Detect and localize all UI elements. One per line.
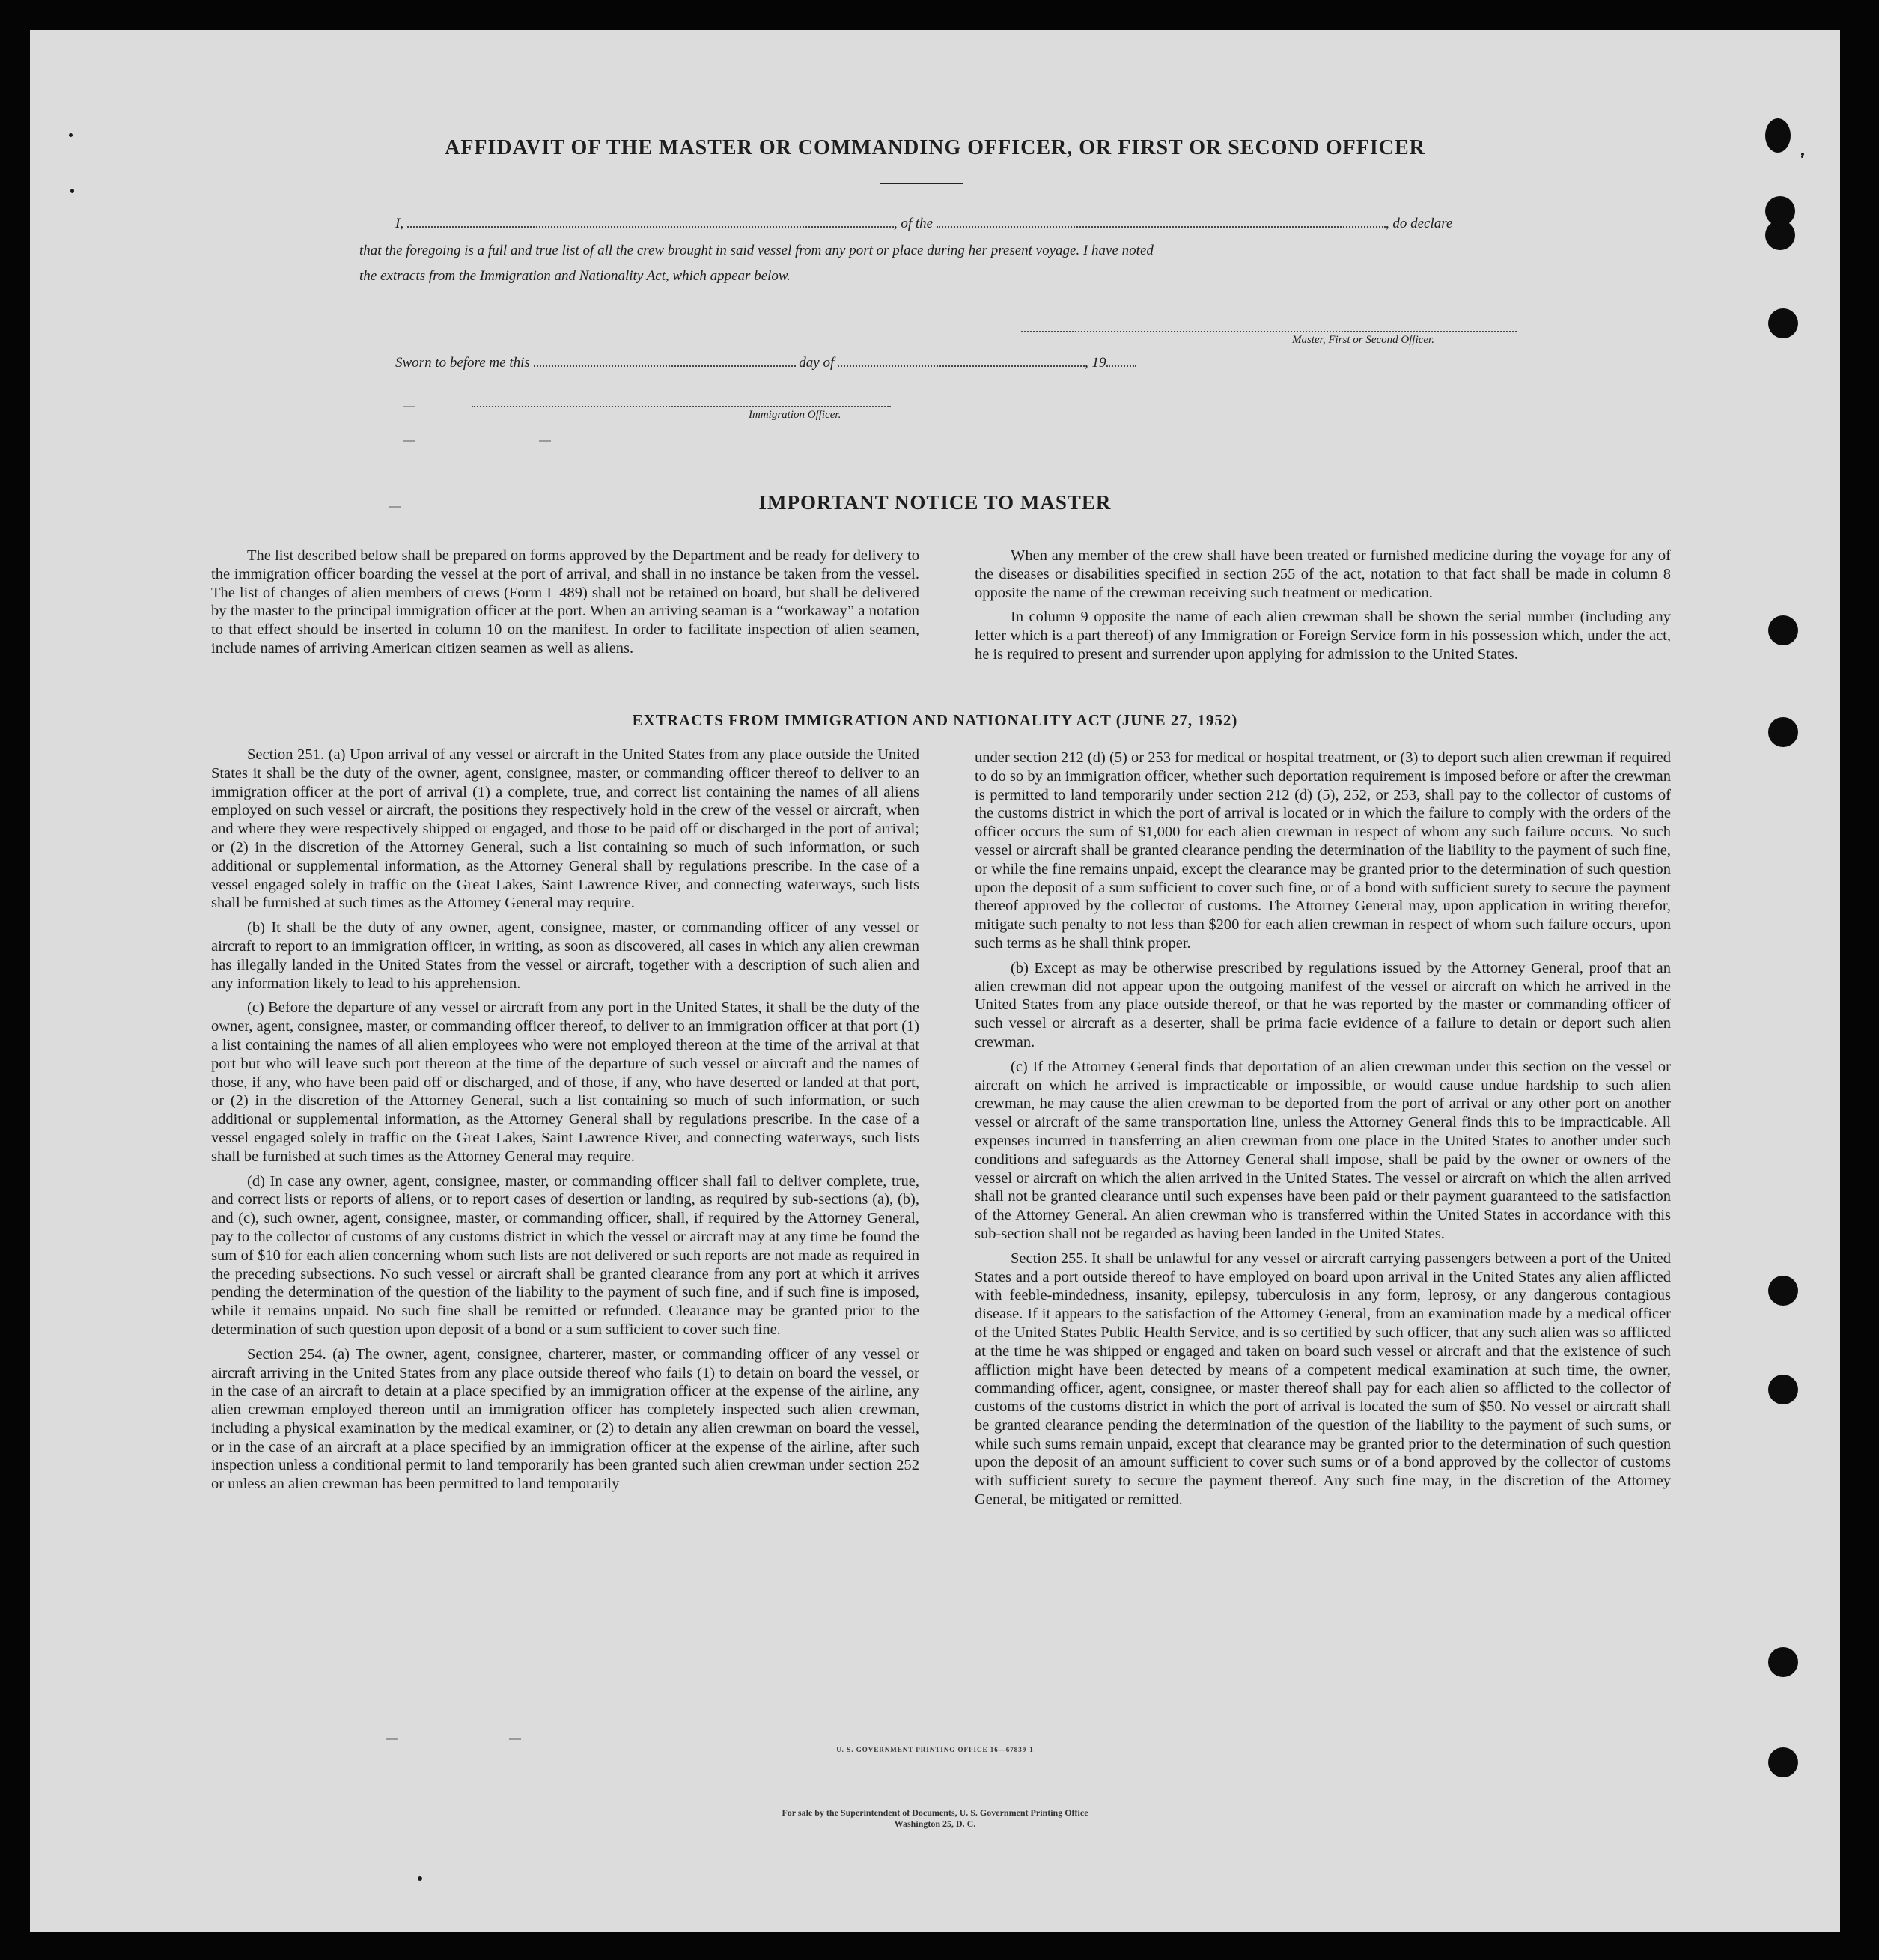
notice-left-column bbox=[211, 547, 919, 664]
title-rule bbox=[880, 183, 963, 184]
affidavit-title: AFFIDAVIT OF THE MASTER OR COMMANDING OFFICER, OR FIRST OR SECOND OFFICER bbox=[445, 136, 1425, 159]
day-of-label: day of bbox=[799, 355, 835, 371]
scan-speck bbox=[418, 1876, 422, 1881]
declarant-name-field[interactable] bbox=[407, 216, 894, 228]
immigration-officer-caption: Immigration Officer. bbox=[749, 409, 841, 421]
notice-paragraph: In column 9 opposite the name of each alien crewman shall be shown the serial number (including any letter which is a part thereof) of any Immigration or Foreign Service form in his possession which, under the act, he is required to present and surrender upon applying for admission to the United States. bbox=[975, 609, 1671, 663]
sworn-month-field[interactable] bbox=[838, 355, 1085, 367]
scan-mark bbox=[403, 440, 415, 442]
sale-notice bbox=[30, 1807, 1840, 1830]
scan-speck bbox=[70, 189, 74, 193]
sworn-day-field[interactable] bbox=[534, 355, 796, 367]
sale-notice-line-2: Washington 25, D. C. bbox=[894, 1819, 976, 1829]
notice-title: IMPORTANT NOTICE TO MASTER bbox=[758, 491, 1112, 514]
scan-mark bbox=[509, 1738, 521, 1740]
declaration-text-1: that the foregoing is a full and true list of all the crew brought in said vessel from any port or place during her present voyage. I have noted bbox=[359, 243, 1154, 258]
punch-hole bbox=[1768, 1647, 1798, 1677]
extract-paragraph: Section 255. It shall be unlawful for any vessel or aircraft carrying passengers between a port of the United States and a port outside thereof to have employed on board upon arrival in the United States any alien afflicted with feeble-mindedness, insanity, epilepsy, tuberculosis in any form, leprosy, or any dangerous contagious disease. If it appears to the satisfaction of the Attorney General, from an examination made by a medical officer of the United States Public Health Service, and is so certified by such officer, that any such alien was so afflicted at the time he was shipped or engaged and taken on board such vessel or aircraft and that the existence of such affliction might have been detected by means of a competent medical examination at such time, the owner, commanding officer, agent, consignee, or master thereof shall pay for each alien so afflicted to the collector of customs of the customs district in which the port of arrival is located the sum of $50. No vessel or aircraft shall be granted clearance pending the determination of the question of the liability to the payment of such sums, or while such sums remain unpaid, except that clearance may be granted prior to the determination of such question upon the deposit of an amount sufficient to cover such sums or of a bond approved by the collector of customs with sufficient surety to secure the payment thereof. Any such fine may, in the discretion of the Attorney General, be mitigated or remitted. bbox=[975, 1250, 1671, 1509]
printing-office-code: U. S. GOVERNMENT PRINTING OFFICE 16—67839-1 bbox=[836, 1746, 1034, 1753]
extract-paragraph: (d) In case any owner, agent, consignee, master, or commanding officer shall fail to deliver complete, true, and correct lists or reports of aliens, or to report cases of desertion or landing, as required by sub-sections (a), (b), and (c), such owner, agent, consignee, master, or commanding officer, shall, if required by the Attorney General, pay to the collector of customs of any customs district in which the vessel or aircraft may at any time be found the sum of $10 for each alien concerning whom such lists are not delivered or such reports are not made as required in the preceding subsections. No such vessel or aircraft shall be granted clearance from any port at which it arrives pending the determination of the question of the liability to the payment of such fine, and if such fine is imposed, while it remains unpaid. No such fine shall be remitted or refunded. Clearance may be granted prior to the determination of such question upon deposit of a bond or a sum sufficient to cover such fine. bbox=[211, 1172, 919, 1338]
extracts-right-column bbox=[975, 749, 1671, 1515]
extract-paragraph: (c) If the Attorney General finds that deportation of an alien crewman under this section on the vessel or aircraft on which he arrived is impracticable or impossible, or would cause undue hardship to such alien crewman, he may cause the alien crewman to be deported from the port of arrival or any other port on another vessel or aircraft of the same transportation line, unless the Attorney General finds this to be impracticable. All expenses incurred in transferring an alien crewman from one place in the United States to another under such conditions and safeguards as the Attorney General shall impose, shall be paid by the owner or owners of the vessel or aircraft on which the alien arrived in the United States. The vessel or aircraft on which the alien arrived shall not be granted clearance until such expenses have been paid or their payment guaranteed to the satisfaction of the Attorney General. An alien crewman who is transferred within the United States in accordance with this sub-section shall not be regarded as having been landed in the United States. bbox=[975, 1058, 1671, 1242]
document-page bbox=[30, 30, 1840, 1932]
scan-mark bbox=[386, 1738, 398, 1740]
declarant-line bbox=[395, 216, 1452, 232]
extracts-left-column bbox=[211, 746, 919, 1500]
punch-hole bbox=[1768, 1375, 1798, 1404]
master-signature-line[interactable] bbox=[1021, 331, 1517, 332]
extract-paragraph: (b) Except as may be otherwise prescribed by regulations issued by the Attorney General, proof that an alien crewman did not appear upon the outgoing manifest of the vessel or aircraft on which he arrived in the United States from any place outside thereof, or that he was reported by the master or commanding officer of such vessel or aircraft as a deserter, shall be prima facie evidence of a failure to detain or deport such alien crewman. bbox=[975, 959, 1671, 1050]
extract-paragraph: (b) It shall be the duty of any owner, agent, consignee, master, or commanding officer of any vessel or aircraft to report to an immigration officer, in writing, as soon as discovered, all cases in which any alien crewman has illegally landed in the United States from the vessel or aircraft, together with a description of such alien and any information likely to lead to his apprehension. bbox=[211, 919, 919, 992]
i-label: I, bbox=[395, 216, 404, 231]
punch-hole bbox=[1768, 308, 1798, 338]
of-the-label: , of the bbox=[893, 216, 934, 231]
vessel-name-field[interactable] bbox=[937, 216, 1386, 228]
sworn-label: Sworn to before me this bbox=[395, 355, 530, 371]
master-signature-caption: Master, First or Second Officer. bbox=[1292, 334, 1434, 346]
extract-paragraph: Section 251. (a) Upon arrival of any vessel or aircraft in the United States from any place outside the United States it shall be the duty of the owner, agent, consignee, master, or commanding officer thereof to deliver to an immigration officer at the port of arrival (1) a complete, true, and correct list containing the names of all aliens employed on such vessel or aircraft, the positions they respectively hold in the crew of the vessel or aircraft, when and where they were respectively shipped or engaged, and those to be paid off or discharged in the port of arrival; or (2) in the discretion of the Attorney General, such a list containing so much of such information, or such additional or supplemental information, as the Attorney General shall by regulations prescribe. In the case of a vessel engaged solely in traffic on the Great Lakes, Saint Lawrence River, and connecting waterways, such lists shall be furnished at such times as the Attorney General may require. bbox=[211, 746, 919, 912]
notice-paragraph: When any member of the crew shall have been treated or furnished medicine during the voyage for any of the diseases or disabilities specified in section 255 of the act, notation to that fact shall be made in column 8 opposite the name of the crewman receiving such treatment or medication. bbox=[975, 547, 1671, 601]
scan-mark bbox=[403, 406, 415, 407]
sale-notice-line-1: For sale by the Superintendent of Documents, U. S. Government Printing Office bbox=[782, 1807, 1088, 1818]
notice-right-column bbox=[975, 547, 1671, 670]
extract-paragraph: under section 212 (d) (5) or 253 for medical or hospital treatment, or (3) to deport such alien crewman if required to do so by an immigration officer, whether such deportation requirement is imposed before or after the crewman is permitted to land temporarily under section 212 (d) (5), 252, or 253, shall pay to the collector of customs of the customs district in which the port of arrival is located or in which the failure to comply with the orders of the officer occurs the sum of $1,000 for each alien crewman in respect of whom any such failure occurs. No such vessel or aircraft shall be granted clearance pending the determination of the liability to the payment of such fine, or while the fine remains unpaid, except the clearance may be granted prior to the determination of such question upon the deposit of a sum sufficient to cover such fine, or of a bond with sufficient surety to secure the payment thereof approved by the collector of customs. The Attorney General may, upon application in writing therefor, mitigate such penalty to not less than $200 for each alien crewman in respect of whom such failure occurs, upon such terms as he shall think proper. bbox=[975, 749, 1671, 952]
sworn-line bbox=[395, 355, 1136, 371]
punch-hole bbox=[1768, 615, 1798, 645]
declaration-text-2: the extracts from the Immigration and Nationality Act, which appear below. bbox=[359, 268, 791, 284]
notice-paragraph: The list described below shall be prepared on forms approved by the Department and be ready for delivery to the immigration officer boarding the vessel at the port of arrival, and shall in no instance be taken from the vessel. The list of changes of alien members of crews (Form I–489) shall not be retained on board, but shall be delivered by the master to the principal immigration officer at the port. When an arriving seaman is a “workaway” a notation to that effect should be inserted in column 10 on the manifest. In order to facilitate inspection of alien seamen, include names of arriving American citizen seamen as well as aliens. bbox=[211, 547, 919, 657]
sworn-year-field[interactable] bbox=[1106, 355, 1136, 367]
do-declare-label: , do declare bbox=[1385, 216, 1453, 231]
immigration-officer-line[interactable] bbox=[472, 406, 891, 407]
punch-hole bbox=[1765, 220, 1795, 250]
extracts-title: EXTRACTS FROM IMMIGRATION AND NATIONALITY ACT (JUNE 27, 1952) bbox=[632, 711, 1238, 729]
punch-hole bbox=[1768, 1276, 1798, 1306]
extract-paragraph: Section 254. (a) The owner, agent, consignee, charterer, master, or commanding officer of any vessel or aircraft arriving in the United States from any place outside thereof who fails (1) to detain on board the vessel, or in the case of an aircraft to detain at a place specified by an immigration officer at the expense of the airline, any alien crewman employed thereon until an immigration officer has completely inspected such alien crewman, including a physical examination by the medical examiner, or (2) to detain any alien crewman on board the vessel, or in the case of an aircraft at a place specified by an immigration officer at the expense of the airline, after such inspection unless a conditional permit to land temporarily has been granted such alien crewman under section 252 or unless an alien crewman has been permitted to land temporarily bbox=[211, 1345, 919, 1493]
extract-paragraph: (c) Before the departure of any vessel or aircraft from any port in the United States, it shall be the duty of the owner, agent, consignee, master, or commanding officer thereof, to deliver to an immigration officer at that port (1) a list containing the names of all alien employees who were not employed thereon at the time of the arrival at that port but who will leave such port thereon at the time of the departure of such vessel or aircraft and the names of those, if any, who have been paid off or discharged, and of those, if any, who have deserted or landed at that port, or (2) in the discretion of the Attorney General, such a list containing so much of such information, or such additional or supplemental information, as the Attorney General shall by regulations prescribe. In the case of a vessel engaged solely in traffic on the Great Lakes, Saint Lawrence River, and connecting waterways, such lists shall be furnished at such times as the Attorney General may require. bbox=[211, 999, 919, 1165]
scan-mark bbox=[539, 440, 551, 442]
year-label: , 19 bbox=[1085, 355, 1106, 371]
